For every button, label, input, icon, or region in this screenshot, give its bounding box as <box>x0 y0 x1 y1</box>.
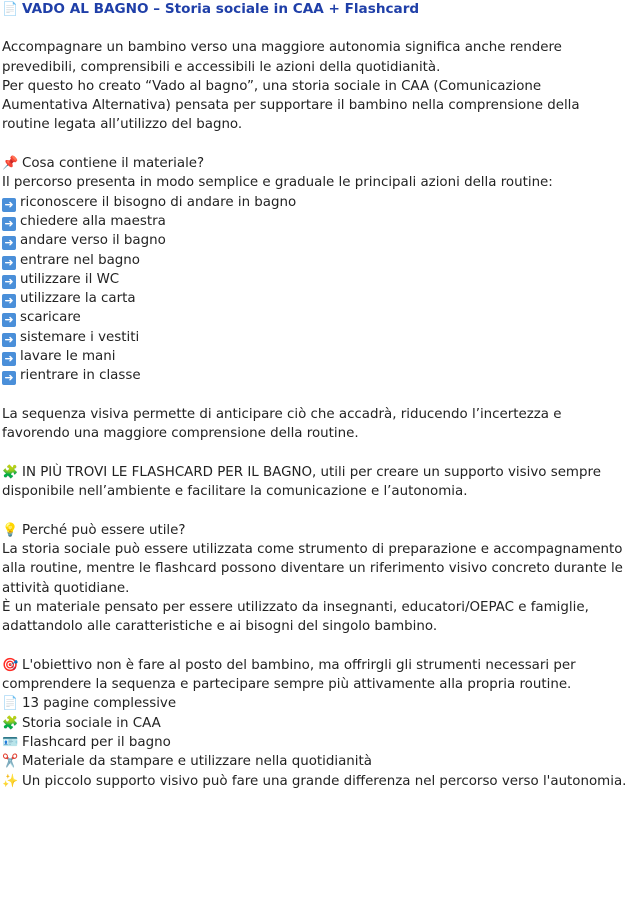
list-item <box>2 251 630 270</box>
list-item <box>2 212 630 231</box>
list-item <box>2 270 630 289</box>
feature-item <box>2 752 630 771</box>
feature-text: Flashcard per il bagno <box>22 734 171 750</box>
why-heading-text: Perché può essere utile? <box>22 522 186 538</box>
why-paragraph-1: La storia sociale può essere utilizzata come strumento di preparazione e accompagnamento alla routine, mentre le flashcard possono diventare un riferimento visivo concreto durante le attività quotidiane. <box>2 542 623 596</box>
step-label: sistemare i vestiti <box>20 329 140 345</box>
step-label: scaricare <box>20 310 81 326</box>
flashcards-paragraph <box>2 463 630 502</box>
intro-paragraph-2: Per questo ho creato “Vado al bagno”, una storia sociale in CAA (Comunicazione Aumentativa Alternativa) pensata per supportare il bambino nella comprensione della routine legata all’utilizzo del bagno. <box>2 78 580 133</box>
document-header <box>2 0 630 19</box>
list-item <box>2 193 630 212</box>
list-item <box>2 347 630 366</box>
goal-paragraph <box>2 656 630 695</box>
feature-item <box>2 714 630 733</box>
step-label: chiedere alla maestra <box>20 213 166 229</box>
why-paragraph-2: È un materiale pensato per essere utilizzato da insegnanti, educatori/OEPAC e famiglie, adattandolo alle caratteristiche e ai bisogni del singolo bambino. <box>2 599 589 635</box>
puzzle-piece-icon: 🧩 <box>2 464 19 480</box>
features-list <box>2 694 630 790</box>
right-arrow-icon: ➜ <box>2 217 16 231</box>
flashcards-text: IN PIÙ TROVI LE FLASHCARD PER IL BAGNO, utili per creare un supporto visivo sempre disponibile nell’ambiente e facilitare la comunicazione e l’autonomia. <box>2 464 601 500</box>
right-arrow-icon: ➜ <box>2 313 16 327</box>
step-label: utilizzare la carta <box>20 291 136 307</box>
contents-intro: Il percorso presenta in modo semplice e graduale le principali azioni della routine: <box>2 175 553 191</box>
right-arrow-icon: ➜ <box>2 275 16 289</box>
list-item <box>2 231 630 250</box>
scissors-icon: ✂️ <box>2 754 19 770</box>
step-label: utilizzare il WC <box>20 271 120 287</box>
feature-text: Materiale da stampare e utilizzare nella quotidianità <box>22 754 372 770</box>
step-label: lavare le mani <box>20 349 116 365</box>
steps-list <box>2 193 630 386</box>
why-heading <box>2 521 630 540</box>
list-item <box>2 308 630 327</box>
contents-heading <box>2 154 630 173</box>
step-label: rientrare in classe <box>20 368 141 384</box>
document-title: VADO AL BAGNO – Storia sociale in CAA + Flashcard <box>22 1 420 17</box>
sequence-paragraph: La sequenza visiva permette di anticipare ciò che accadrà, riducendo l’incertezza e favorendo una maggiore comprensione della routine. <box>2 406 562 442</box>
sparkles-icon: ✨ <box>2 773 19 789</box>
feature-text: Storia sociale in CAA <box>22 715 161 731</box>
right-arrow-icon: ➜ <box>2 333 16 347</box>
intro-paragraph-1: Accompagnare un bambino verso una maggiore autonomia significa anche rendere prevedibili, comprensibili e accessibili le azioni della quotidianità. <box>2 40 562 75</box>
right-arrow-icon: ➜ <box>2 236 16 250</box>
target-icon: 🎯 <box>2 657 19 673</box>
step-label: riconoscere il bisogno di andare in bagno <box>20 194 297 210</box>
right-arrow-icon: ➜ <box>2 352 16 366</box>
feature-item <box>2 694 630 713</box>
pushpin-icon: 📌 <box>2 156 19 172</box>
goal-text: L'obiettivo non è fare al posto del bambino, ma offrirgli gli strumenti necessari per comprendere la sequenza e partecipare sempre più attivamente alla propria routine. <box>2 657 576 693</box>
feature-text: 13 pagine complessive <box>22 696 177 712</box>
feature-item <box>2 733 630 752</box>
step-label: andare verso il bagno <box>20 233 166 249</box>
page-facing-up-icon: 📄 <box>2 2 19 17</box>
list-item <box>2 289 630 308</box>
list-item <box>2 366 630 385</box>
id-card-icon: 🪪 <box>2 734 19 750</box>
puzzle-piece-icon: 🧩 <box>2 715 19 731</box>
list-item <box>2 328 630 347</box>
right-arrow-icon: ➜ <box>2 256 16 270</box>
step-label: entrare nel bagno <box>20 252 140 268</box>
right-arrow-icon: ➜ <box>2 294 16 308</box>
contents-heading-text: Cosa contiene il materiale? <box>22 156 205 172</box>
page-icon: 📄 <box>2 696 19 712</box>
light-bulb-icon: 💡 <box>2 522 19 538</box>
feature-item <box>2 772 630 791</box>
feature-text: Un piccolo supporto visivo può fare una grande differenza nel percorso verso l'autonomia. <box>22 773 627 789</box>
right-arrow-icon: ➜ <box>2 198 16 212</box>
right-arrow-icon: ➜ <box>2 371 16 385</box>
